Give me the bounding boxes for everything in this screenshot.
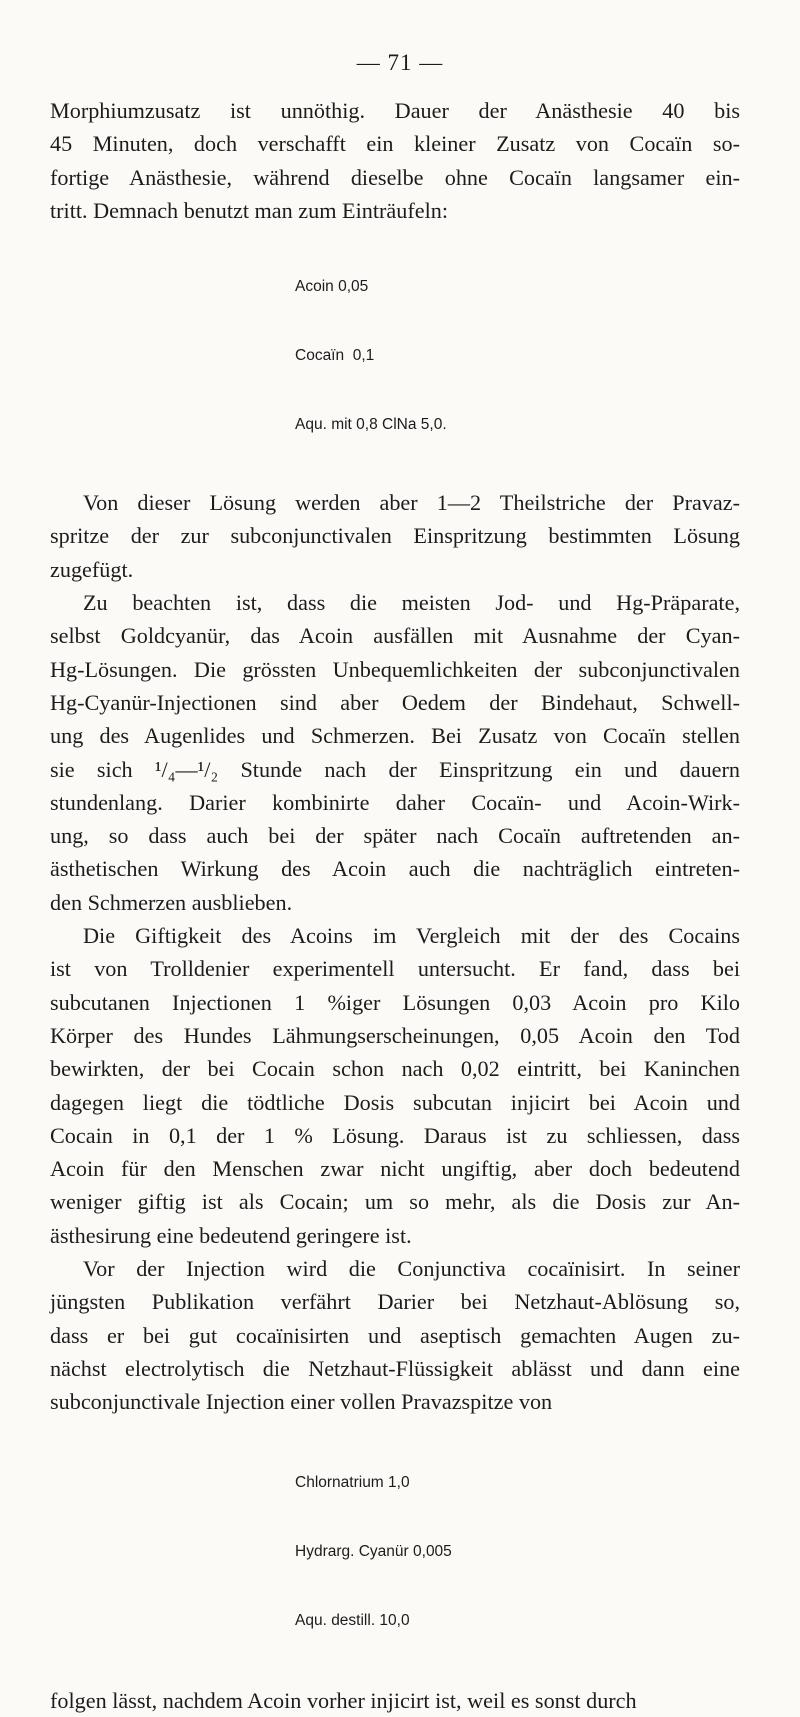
formula-line: Cocaïn 0,1 bbox=[295, 347, 375, 365]
formula-line: Acoin 0,05 bbox=[295, 278, 369, 296]
text-line: sie sich ¹/₄—¹/₂ Stunde nach der Einspritzung ein und dauern bbox=[50, 756, 740, 782]
text-line: stundenlang. Darier kombinirte daher Cocaïn- und Acoin-Wirk- bbox=[50, 789, 740, 815]
text-line: zugefügt. bbox=[50, 556, 134, 582]
text-line: Cocain in 0,1 der 1 % Lösung. Daraus ist zu schliessen, dass bbox=[50, 1122, 740, 1148]
formula-line: Hydrarg. Cyanür 0,005 bbox=[295, 1542, 452, 1560]
text-line: Körper des Hundes Lähmungserscheinungen, 0,05 Acoin den Tod bbox=[50, 1022, 740, 1048]
text-line: ästhetischen Wirkung des Acoin auch die nachträglich eintreten- bbox=[50, 856, 740, 882]
text-line: ung des Augenlides und Schmerzen. Bei Zusatz von Cocaïn stellen bbox=[50, 723, 740, 749]
formula-block bbox=[295, 229, 740, 482]
formula-line: Aqu. destill. 10,0 bbox=[295, 1611, 410, 1629]
text-line: selbst Goldcyanür, das Acoin ausfällen mit Ausnahme der Cyan- bbox=[50, 623, 740, 649]
body-text bbox=[50, 94, 740, 1717]
text-line: ästhesirung eine bedeutend geringere ist. bbox=[50, 1222, 412, 1248]
text-line: tritt. Demnach benutzt man zum Einträufeln: bbox=[50, 197, 449, 223]
text-line: den Schmerzen ausblieben. bbox=[50, 889, 293, 915]
text-line: nächst electrolytisch die Netzhaut-Flüssigkeit ablässt und dann eine bbox=[50, 1355, 740, 1381]
text-line: 45 Minuten, doch verschafft ein kleiner Zusatz von Cocaïn so- bbox=[50, 131, 740, 157]
text-line: fortige Anästhesie, während dieselbe ohne Cocaïn langsamer ein- bbox=[50, 164, 740, 190]
text-line: folgen lässt, nachdem Acoin vorher injicirt ist, weil es sonst durch bbox=[50, 1687, 637, 1713]
text-line: Die Giftigkeit des Acoins im Vergleich mit der des Cocains bbox=[83, 923, 740, 949]
paragraph bbox=[50, 1252, 740, 1418]
text-line: Zu beachten ist, dass die meisten Jod- und Hg-Präparate, bbox=[83, 590, 740, 616]
text-line: dass er bei gut cocaïnisirten und aseptisch gemachten Augen zu- bbox=[50, 1322, 740, 1348]
text-line: weniger giftig ist als Cocain; um so mehr, als die Dosis zur An- bbox=[50, 1189, 740, 1215]
text-line: dagegen liegt die tödtliche Dosis subcutan injicirt bei Acoin und bbox=[50, 1089, 740, 1115]
text-line: Hg-Lösungen. Die grössten Unbequemlichkeiten der subconjunctivalen bbox=[50, 656, 740, 682]
paragraph bbox=[50, 1684, 740, 1717]
text-line: Hg-Cyanür-Injectionen sind aber Oedem der Bindehaut, Schwell- bbox=[50, 689, 740, 715]
text-line: ist von Trolldenier experimentell untersucht. Er fand, dass bei bbox=[50, 956, 740, 982]
text-line: subcutanen Injectionen 1 %iger Lösungen 0,03 Acoin pro Kilo bbox=[50, 989, 740, 1015]
paragraph bbox=[50, 919, 740, 1252]
text-line: bewirkten, der bei Cocain schon nach 0,02 eintritt, bei Kaninchen bbox=[50, 1056, 740, 1082]
page-number: — 71 — bbox=[356, 50, 444, 75]
formula-line: Aqu. mit 0,8 ClNa 5,0. bbox=[295, 416, 447, 434]
text-line: ung, so dass auch bei der später nach Cocaïn auftretenden an- bbox=[50, 823, 740, 849]
formula-block bbox=[295, 1425, 740, 1678]
text-line: spritze der zur subconjunctivalen Einspritzung bestimmten Lösung bbox=[50, 523, 740, 549]
text-line: Vor der Injection wird die Conjunctiva cocaïnisirt. In seiner bbox=[83, 1256, 740, 1282]
text-line: subconjunctivale Injection einer vollen Pravazspitze von bbox=[50, 1389, 553, 1415]
paragraph bbox=[50, 586, 740, 919]
text-line: jüngsten Publikation verfährt Darier bei Netzhaut-Ablösung so, bbox=[50, 1289, 740, 1315]
text-line: Morphiumzusatz ist unnöthig. Dauer der Anästhesie 40 bis bbox=[50, 98, 740, 123]
paragraph bbox=[50, 94, 740, 227]
text-line: Von dieser Lösung werden aber 1—2 Theilstriche der Pravaz- bbox=[83, 490, 740, 516]
paragraph bbox=[50, 486, 740, 586]
text-line: Acoin für den Menschen zwar nicht ungiftig, aber doch bedeutend bbox=[50, 1156, 740, 1182]
formula-line: Chlornatrium 1,0 bbox=[295, 1473, 410, 1491]
